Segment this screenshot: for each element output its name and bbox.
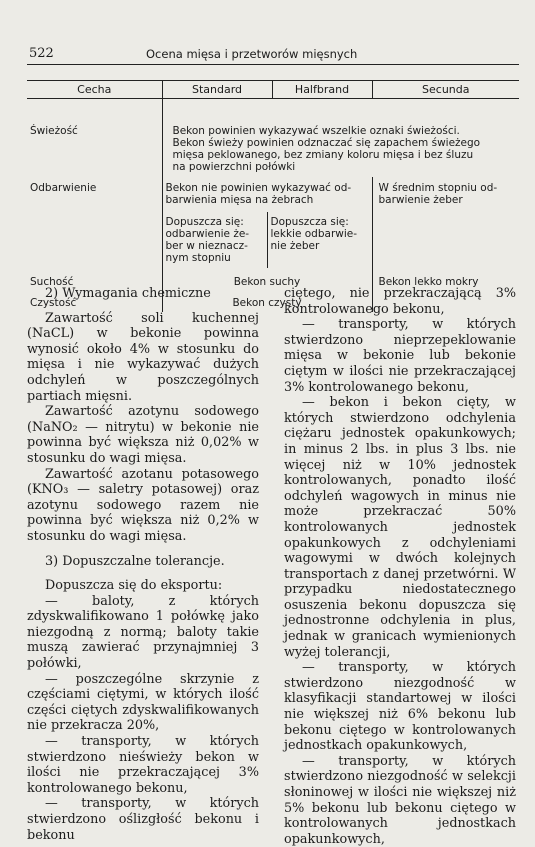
row-label: Odbarwienie bbox=[30, 182, 97, 194]
list-item: — poszczególne skrzynie z częściami ciętymi, w których ilość części ciętych zdyskwalifikowanych nie przekracza 20%, bbox=[27, 671, 259, 734]
header-halfbrand: Halfbrand bbox=[272, 81, 372, 99]
paragraph: Zawartość azotanu potasowego (KNO₃ — saletry potasowej) oraz azotynu sodowego razem nie powinna być większa niż 0,2% w stosunku do wagi mięsa. bbox=[27, 466, 259, 544]
text-line: lekkie odbarwie- bbox=[270, 228, 358, 240]
section-heading: 2) Wymagania chemiczne bbox=[45, 286, 211, 301]
text-line: W średnim stopniu od- bbox=[378, 182, 498, 194]
paragraph: Dopuszcza się do eksportu: bbox=[45, 578, 223, 594]
suchosc-standard-halfbrand: Bekon suchy bbox=[162, 268, 372, 290]
header-cecha: Cecha bbox=[27, 81, 162, 99]
text-line: barwienie żeber bbox=[378, 194, 463, 206]
row-label: Świeżość bbox=[30, 125, 78, 137]
text-line: Bekon powinien wykazywać wszelkie oznaki świeżości. bbox=[172, 125, 460, 137]
text-line: mięsa peklowanego, bez zmiany koloru mięsa i bez śluzu bbox=[172, 149, 474, 161]
paragraph: Zawartość soli kuchennej (NaCL) w bekonie powinna wynosić około 4% w stosunku do mięsa i nie wykazywać dużych odchyleń w poszczególnych partiach mięsni. bbox=[27, 310, 259, 404]
table-row bbox=[27, 177, 519, 268]
list-item: — transporty, w których stwierdzono nieświeży bekon w ilości nie przekraczającej 3% kontrolowanego bekonu, bbox=[27, 734, 259, 796]
header-rule bbox=[27, 64, 519, 65]
right-column bbox=[284, 286, 516, 847]
list-item: — transporty, w których stwierdzono oślizgłość bekonu i bekonu bbox=[27, 796, 259, 843]
text-line: Bekon świeży powinien odznaczać się zapachem świeżego bbox=[172, 137, 481, 149]
odbarwienie-standard-halfbrand bbox=[162, 177, 372, 268]
text-line: ber w nieznacz- bbox=[165, 240, 248, 252]
list-item: — transporty, w których stwierdzono nieprzepeklowanie mięsa w bekonie lub bekonie ciętym w ilości nie przekraczającej 3% kontrolowanego bekonu, bbox=[284, 317, 516, 395]
paragraph: Zawartość azotynu sodowego (NaNO₂ — nitrytu) w bekonie nie powinna być większa niż 0,02% w stosunku do wagi mięsa. bbox=[27, 404, 259, 466]
section-heading: 3) Dopuszczalne tolerancje. bbox=[45, 553, 225, 569]
running-header: Ocena mięsa i przetworów mięsnych bbox=[146, 47, 358, 61]
paragraph: ciętego, nie przekraczającą 3% kontrolowanego bekonu, bbox=[284, 286, 516, 317]
row-label: Czystość bbox=[30, 297, 77, 309]
odbarwienie-secunda bbox=[372, 177, 519, 268]
swiezosc-text bbox=[162, 99, 519, 178]
suchosc-secunda: Bekon lekko mokry bbox=[372, 268, 519, 290]
page-number: 522 bbox=[29, 46, 54, 61]
table-header-row bbox=[27, 81, 519, 99]
table-row bbox=[27, 99, 519, 178]
row-label: Suchość bbox=[30, 276, 74, 288]
list-item: — transporty, w których stwierdzono niezgodność w klasyfikacji standartowej w ilości nie większej niż 6% bekonu lub bekonu ciętego w kontrolowanych jednostkach opakunkowych, bbox=[284, 660, 516, 754]
standard-subcell bbox=[163, 212, 267, 268]
czystosc-standard-halfbrand: Bekon czysty bbox=[162, 290, 372, 312]
header-standard: Standard bbox=[162, 81, 272, 99]
text-line: nym stopniu bbox=[165, 252, 231, 264]
text-line: Bekon nie powinien wykazywać od- bbox=[165, 182, 352, 194]
list-item: — baloty, z których zdyskwalifikowano 1 połówkę jako niezgodną z normą; baloty takie muszą zawierać przynajmniej 3 połówki, bbox=[27, 593, 259, 672]
grading-table bbox=[27, 80, 519, 312]
header-secunda: Secunda bbox=[372, 81, 519, 99]
text-line: barwienia mięsa na żebrach bbox=[165, 194, 314, 206]
text-line: Dopuszcza się: bbox=[165, 216, 244, 228]
halfbrand-subcell bbox=[267, 212, 372, 268]
list-item: — bekon i bekon cięty, w których stwierdzono odchylenia ciężaru jednostek opakunkowych; in minus 2 lbs. in plus 3 lbs. nie więcej niż w 10% jednostek kontrolowanych, ponadto ilość odchyleń wagowych in minus nie może przekraczać 50% kontrolowanych jednostek opakunkowych z odchyleniami wagowymi w dwóch kolejnych transportach z danej przetwórni. W przypadku niedostatecznego osuszenia bekonu dopuszcza się jednostronne odchylenia in plus, jednak w granicach wymienionych wyżej tolerancji, bbox=[284, 395, 516, 660]
odbarwienie-subcells bbox=[163, 212, 372, 268]
text-line: Dopuszcza się: bbox=[270, 216, 349, 228]
list-item: — transporty, w których stwierdzono niezgodność w selekcji słoninowej w ilości nie większej niż 5% bekonu lub bekonu ciętego w kontrolowanych jednostkach opakunkowych, bbox=[284, 753, 516, 847]
text-line: na powierzchni połówki bbox=[172, 161, 296, 173]
text-line: odbarwienie że- bbox=[165, 228, 250, 240]
left-column bbox=[27, 286, 259, 843]
text-line: nie żeber bbox=[270, 240, 320, 252]
